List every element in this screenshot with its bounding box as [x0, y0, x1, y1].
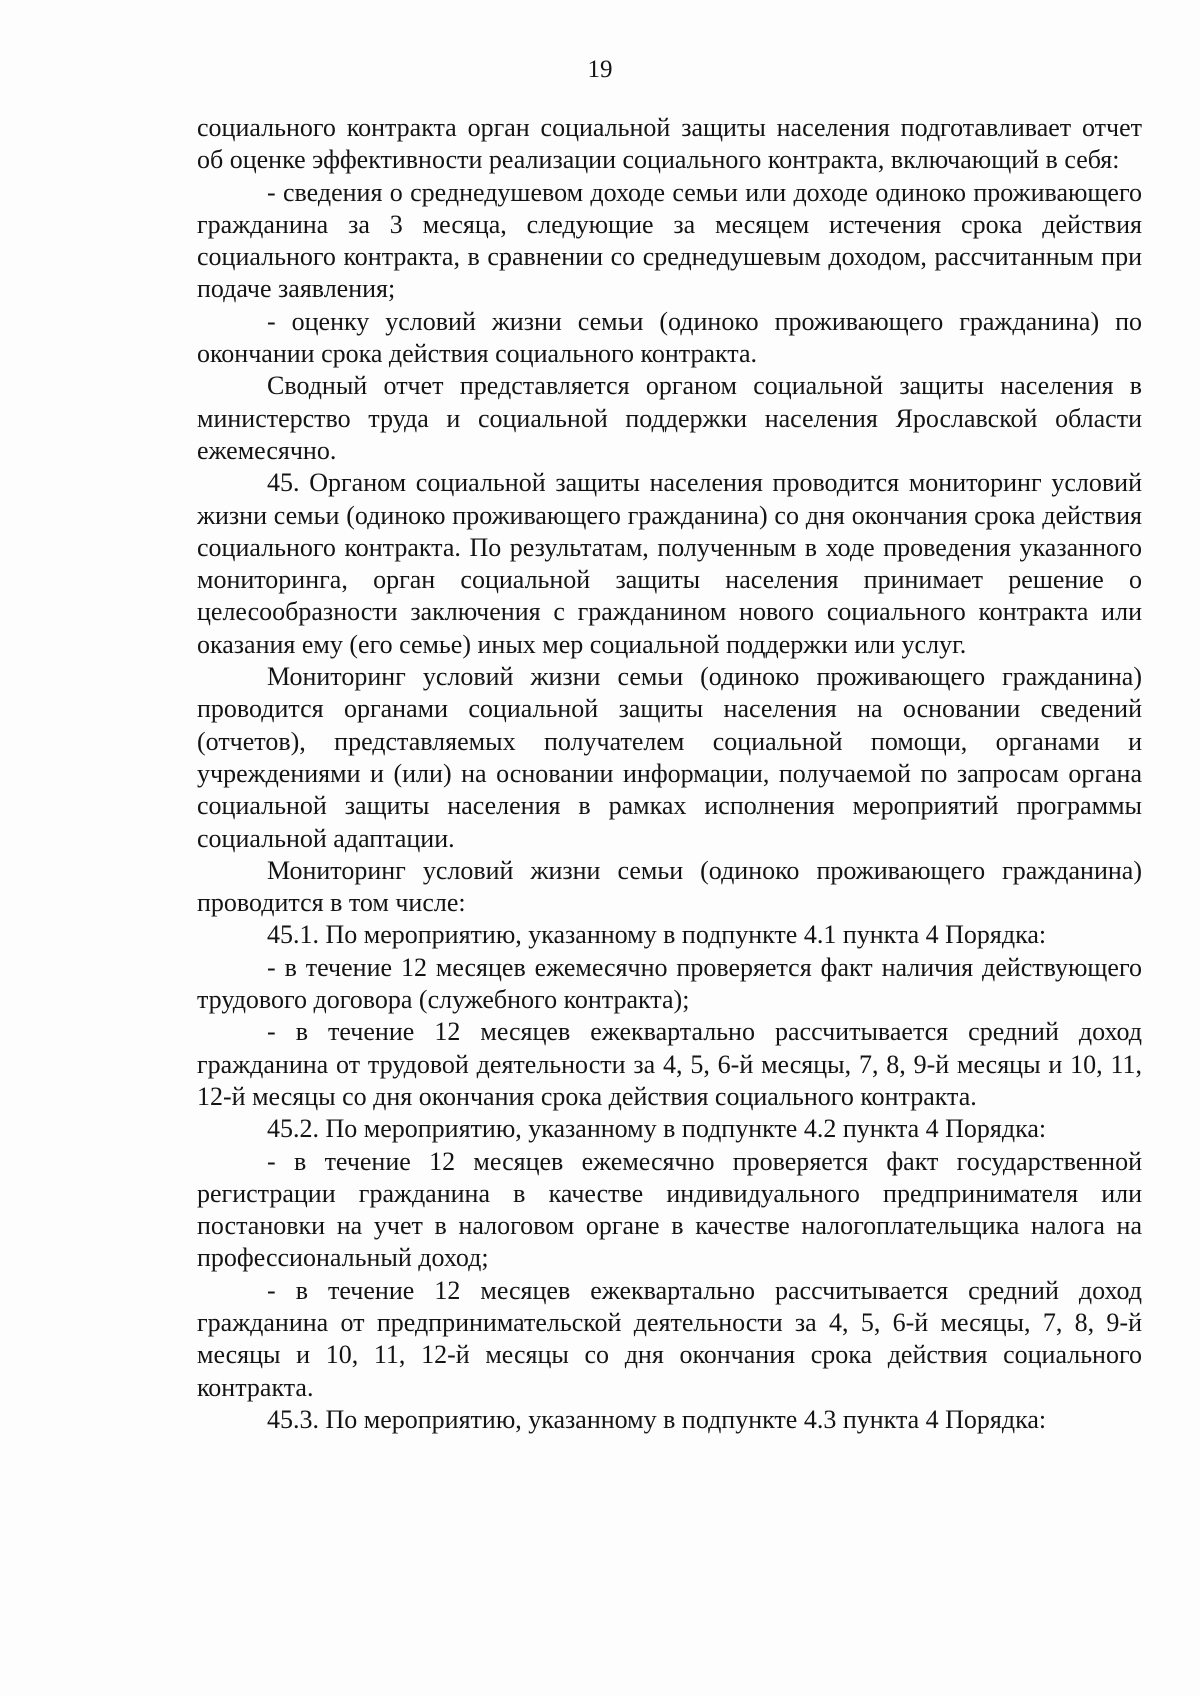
paragraph-clause-45-3: 45.3. По мероприятию, указанному в подпункте 4.3 пункта 4 Порядка:	[267, 1404, 1047, 1434]
page-number: 19	[587, 56, 613, 83]
paragraph-clause-45-2: 45.2. По мероприятию, указанному в подпункте 4.2 пункта 4 Порядка:	[267, 1114, 1047, 1144]
paragraph-list-item: - в течение 12 месяцев ежемесячно проверяется факт наличия действующего трудового договора (служебного контракта);	[197, 952, 1142, 1015]
paragraph-continuation: социального контракта орган социальной защиты населения подготавливает отчет об оценке эффективности реализации социального контракта, включающий в себя:	[197, 113, 1142, 175]
paragraph-list-item: - в течение 12 месяцев ежеквартально рассчитывается средний доход гражданина от трудовой деятельности за 4, 5, 6-й месяцы, 7, 8, 9-й месяцы и 10, 11, 12-й месяцы со дня окончания срока действия социального контракта.	[197, 1017, 1142, 1111]
paragraph-list-item: - оценку условий жизни семьи (одиноко проживающего гражданина) по окончании срока действия социального контракта.	[197, 306, 1142, 369]
paragraph: Сводный отчет представляется органом социальной защиты населения в министерство труда и социальной поддержки населения Ярославской области ежемесячно.	[197, 371, 1142, 465]
paragraph-clause-45: 45. Органом социальной защиты населения проводится мониторинг условий жизни семьи (одиноко проживающего гражданина) со дня окончания срока действия социального контракта. По результатам, полученным в ходе проведения указанного мониторинга, орган социальной защиты населения принимает решение о целесообразности заключения с гражданином нового социального контракта или оказания ему (его семье) иных мер социальной поддержки или услуг.	[197, 468, 1142, 659]
paragraph: Мониторинг условий жизни семьи (одиноко проживающего гражданина) проводится в том числе:	[197, 855, 1142, 918]
paragraph-list-item: - в течение 12 месяцев ежемесячно проверяется факт государственной регистрации гражданина в качестве индивидуального предпринимателя или постановки на учет в налоговом органе в качестве налогоплательщика налога на профессиональный доход;	[197, 1146, 1142, 1273]
paragraph-list-item: - сведения о среднедушевом доходе семьи или доходе одиноко проживающего гражданина за 3 месяца, следующие за месяцем истечения срока действия социального контракта, в сравнении со среднедушевым доходом, рассчитанным при подаче заявления;	[197, 177, 1142, 304]
paragraph: Мониторинг условий жизни семьи (одиноко проживающего гражданина) проводится органами социальной защиты населения на основании сведений (отчетов), представляемых получателем социальной помощи, органами и учреждениями и (или) на основании информации, получаемой по запросам органа социальной защиты населения в рамках исполнения мероприятий программы социальной адаптации.	[197, 662, 1142, 853]
paragraph-clause-45-1: 45.1. По мероприятию, указанному в подпункте 4.1 пункта 4 Порядка:	[267, 920, 1047, 950]
document-body	[197, 112, 1142, 1436]
paragraph-list-item: - в течение 12 месяцев ежеквартально рассчитывается средний доход гражданина от предпринимательской деятельности за 4, 5, 6-й месяцы, 7, 8, 9-й месяцы и 10, 11, 12-й месяцы со дня окончания срока действия социального контракта.	[197, 1275, 1142, 1402]
